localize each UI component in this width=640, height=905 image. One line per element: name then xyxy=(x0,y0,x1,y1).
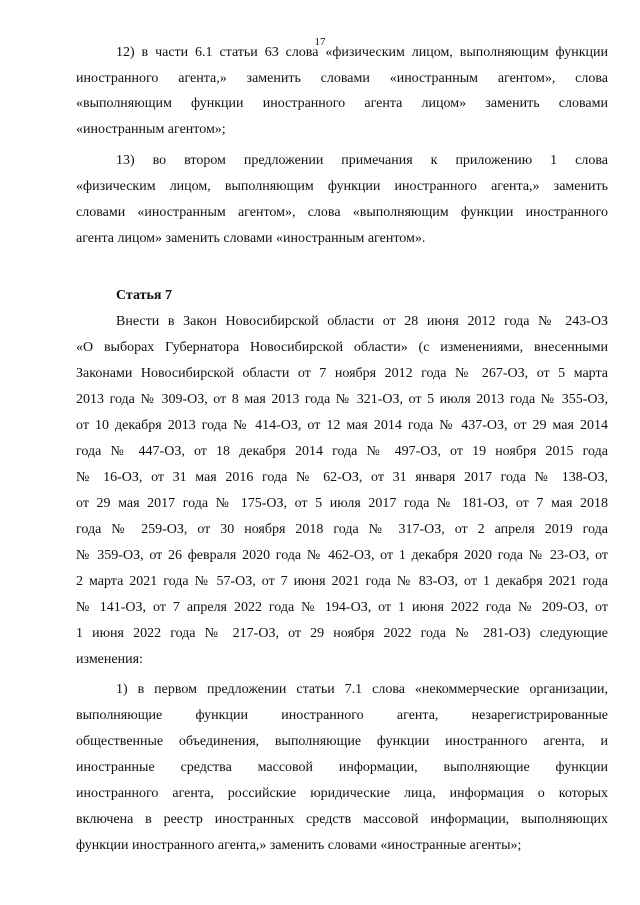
article-body-line-13: 1 июня 2022 года № 217-ОЗ, от 29 ноября 2022 года № 281-ОЗ) следующие xyxy=(76,626,608,641)
article-body-line-12: № 141-ОЗ, от 7 апреля 2022 года № 194-ОЗ, от 1 июня 2022 года № 209-ОЗ, от xyxy=(76,600,608,615)
article-body-line-6: года № 447-ОЗ, от 18 декабря 2014 года № 497-ОЗ, от 19 ноября 2015 года xyxy=(76,444,608,459)
item1-line-1: 1) в первом предложении статьи 7.1 слова «некоммерческие организации, xyxy=(116,682,608,697)
article-body-line-3: Законами Новосибирской области от 7 ноября 2012 года № 267-ОЗ, от 5 марта xyxy=(76,366,608,381)
article-body-line-5: от 10 декабря 2013 года № 414-ОЗ, от 12 мая 2014 года № 437-ОЗ, от 29 мая 2014 xyxy=(76,418,608,433)
item1-line-7: функции иностранного агента,» заменить словами «иностранные агенты»; xyxy=(76,838,522,853)
item1-line-5: иностранного агента, российские юридические лица, информация о которых xyxy=(76,786,608,801)
item13-line-1: 13) во втором предложении примечания к приложению 1 слова xyxy=(116,153,608,168)
item1-line-6: включена в реестр иностранных средств массовой информации, выполняющих xyxy=(76,812,608,827)
item1-line-4: иностранные средства массовой информации, выполняющие функции xyxy=(76,760,608,775)
item13-line-3: словами «иностранным агентом», слова «выполняющим функции иностранного xyxy=(76,205,608,220)
article-body-line-11: 2 марта 2021 года № 57-ОЗ, от 7 июня 2021 года № 83-ОЗ, от 1 декабря 2021 года xyxy=(76,574,608,589)
article-body-line-8: от 29 мая 2017 года № 175-ОЗ, от 5 июля 2017 года № 181-ОЗ, от 7 мая 2018 xyxy=(76,496,608,511)
item1-line-3: общественные объединения, выполняющие функции иностранного агента, и xyxy=(76,734,608,749)
article-body-line-4: 2013 года № 309-ОЗ, от 8 мая 2013 года № 321-ОЗ, от 5 июля 2013 года № 355-ОЗ, xyxy=(76,392,608,407)
item12-line-2: иностранного агента,» заменить словами «иностранным агентом», слова xyxy=(76,71,608,86)
page-number: 17 xyxy=(314,36,326,48)
item13-line-2: «физическим лицом, выполняющим функции иностранного агента,» заменить xyxy=(76,179,608,194)
article-body-line-1: Внести в Закон Новосибирской области от 28 июня 2012 года № 243-ОЗ xyxy=(116,314,608,329)
article-body-line-2: «О выборах Губернатора Новосибирской области» (с изменениями, внесенными xyxy=(76,340,608,355)
item12-line-3: «выполняющим функции иностранного агента лицом» заменить словами xyxy=(76,96,608,111)
article-body-line-10: № 359-ОЗ, от 26 февраля 2020 года № 462-ОЗ, от 1 декабря 2020 года № 23-ОЗ, от xyxy=(76,548,608,563)
article-body-line-9: года № 259-ОЗ, от 30 ноября 2018 года № 317-ОЗ, от 2 апреля 2019 года xyxy=(76,522,608,537)
item12-line-4: «иностранным агентом»; xyxy=(76,122,226,137)
item12-line-1: 12) в части 6.1 статьи 63 слова «физическим лицом, выполняющим функции xyxy=(116,45,608,60)
article-body-line-7: № 16-ОЗ, от 31 мая 2016 года № 62-ОЗ, от 31 января 2017 года № 138-ОЗ, xyxy=(76,470,608,485)
item1-line-2: выполняющие функции иностранного агента, незарегистрированные xyxy=(76,708,608,723)
article-body-line-14: изменения: xyxy=(76,652,143,667)
article-heading: Статья 7 xyxy=(116,288,172,303)
item13-line-4: агента лицом» заменить словами «иностранным агентом». xyxy=(76,231,426,246)
